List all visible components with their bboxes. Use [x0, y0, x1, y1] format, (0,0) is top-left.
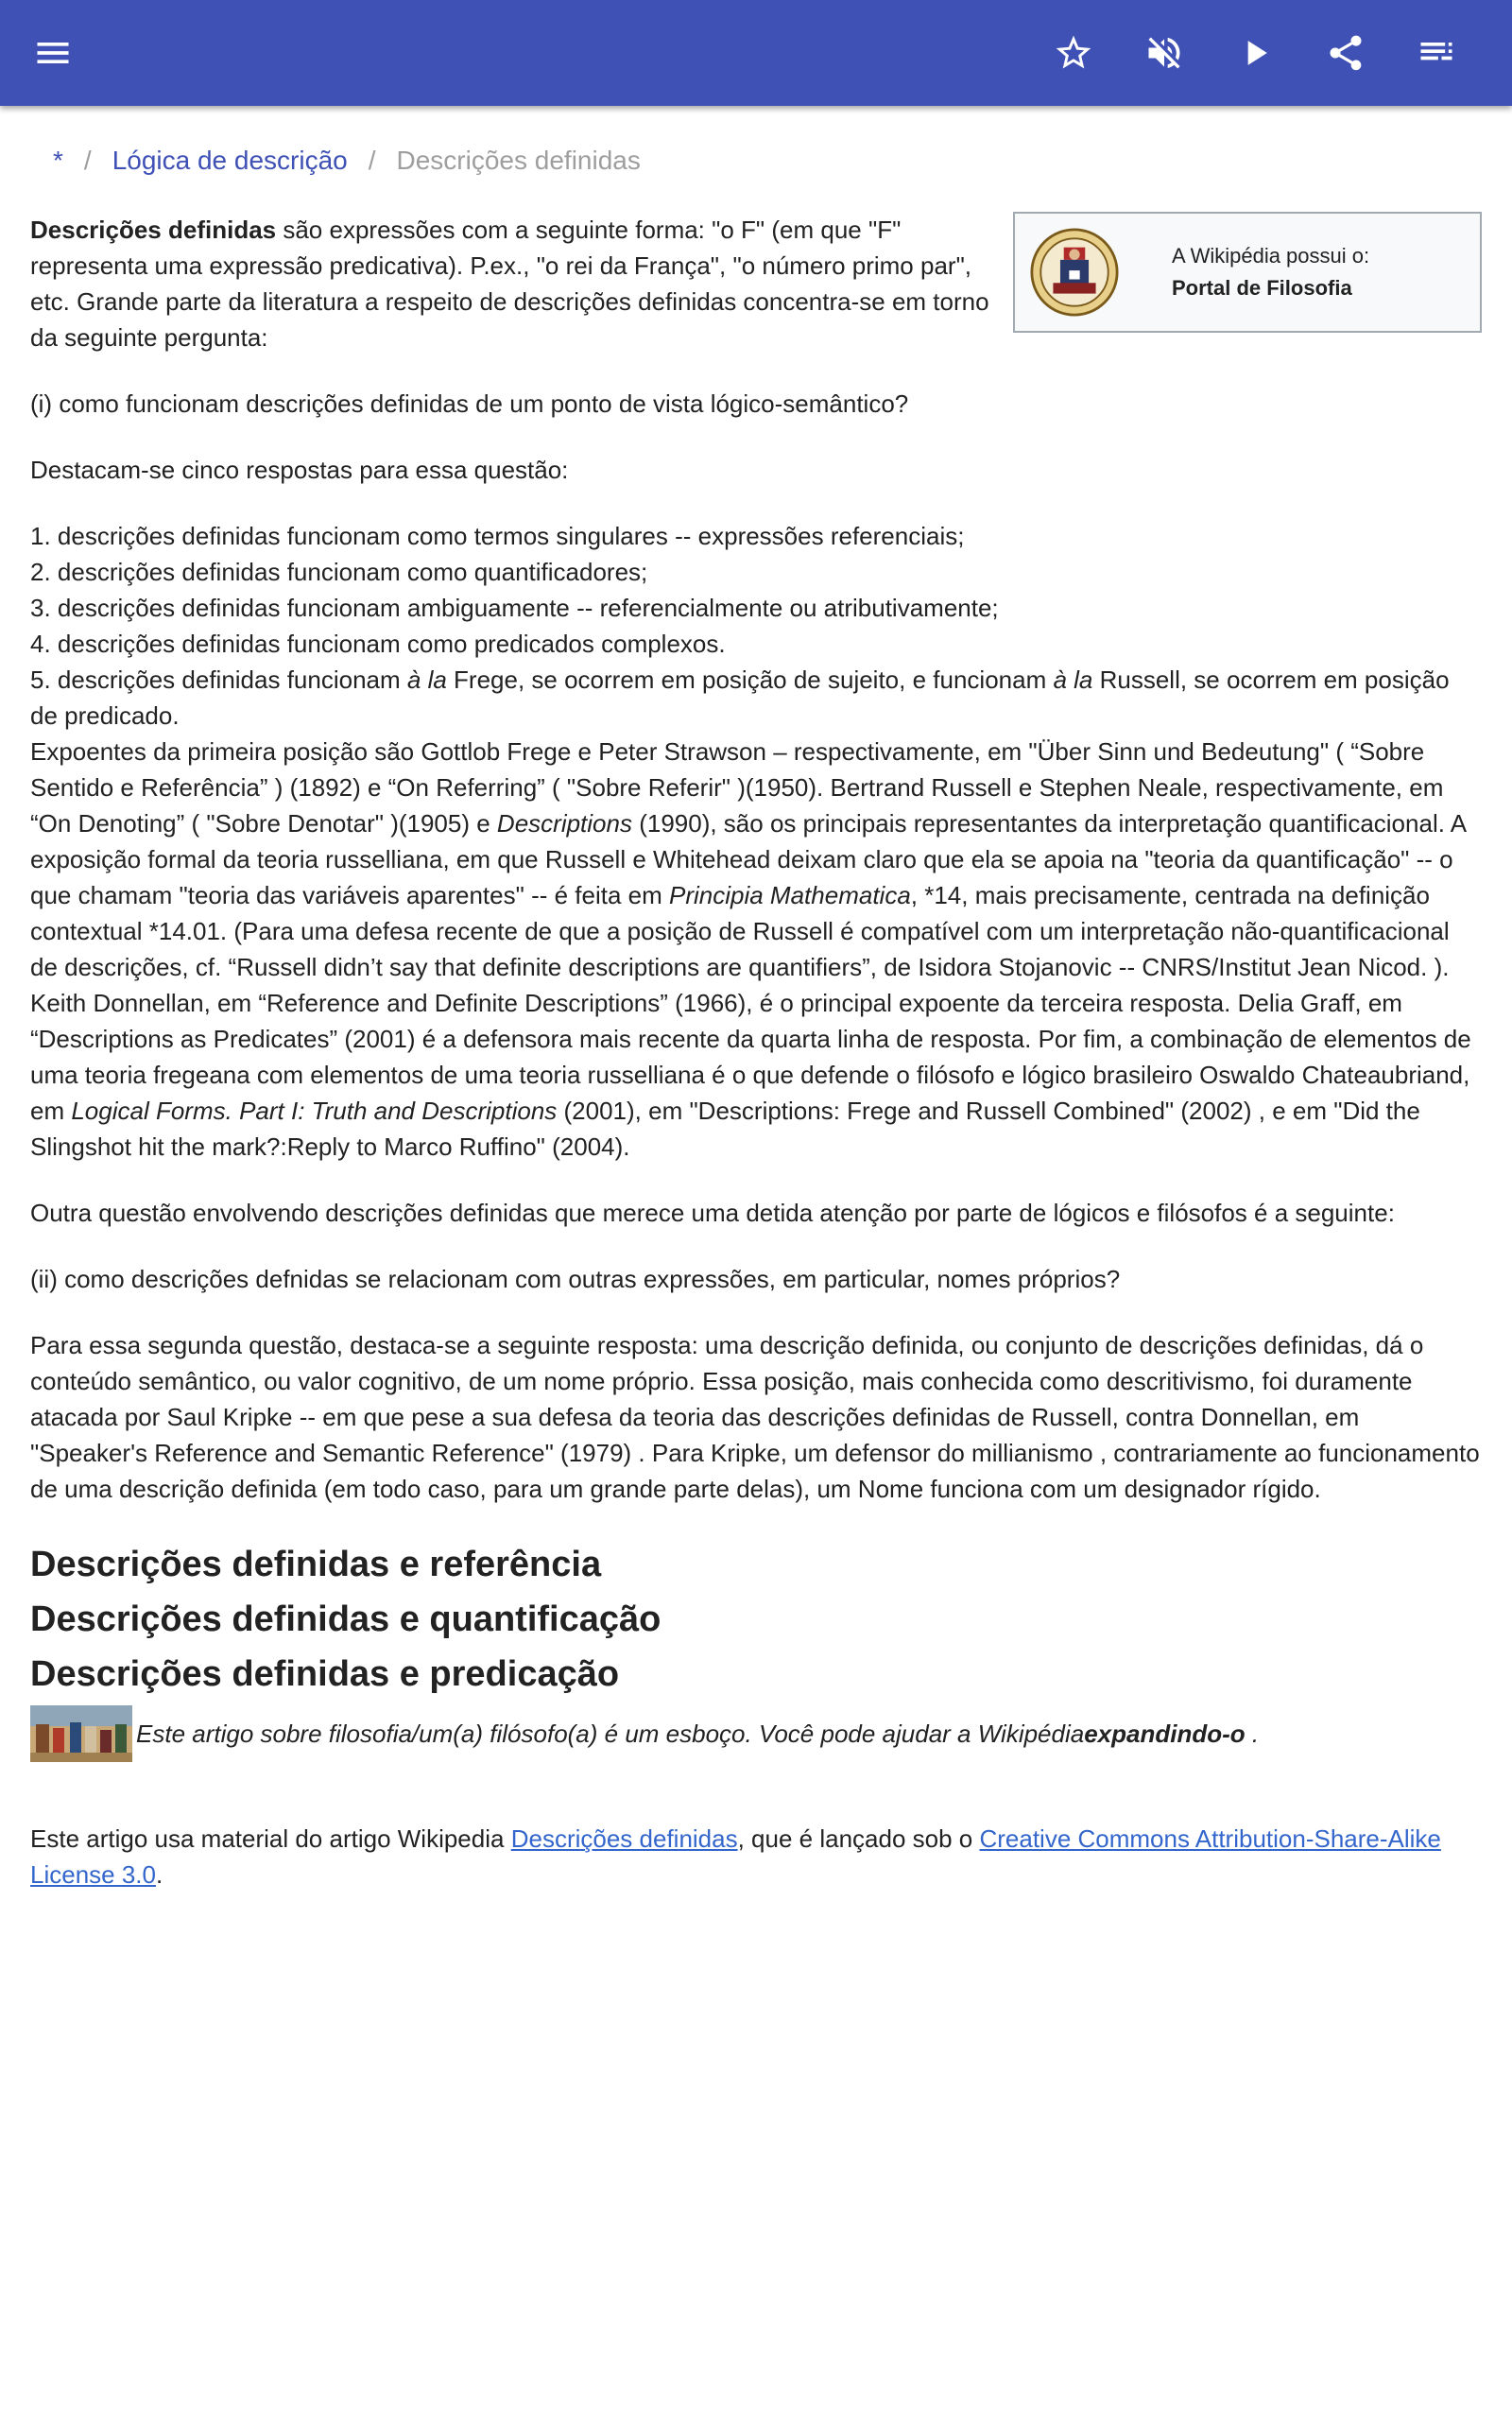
second-answer-paragraph: Para essa segunda questão, destaca-se a seguinte resposta: uma descrição definida, ou conjunto de descrições definidas, dá o conteúdo semântico, ou valor cognitivo, de um nome próprio. Essa posição, mais conhecida como descritivismo, foi duramente atacada por Saul Kripke -- em que pese a sua defesa da teoria das descrições definidas de Russell, contra Donnellan, em "Speaker's Reference and Semantic Reference" (1979) . Para Kripke, um defensor do millianismo , contrariamente ao funcionamento de uma descrição definida (em todo caso, para um grande parte delas), um Nome funciona com um designador rígido.: [30, 1331, 1480, 1503]
exponents-text: (1990), são os principais representantes da interpretação quantificacional. A exposição formal da teoria russelliana, em que Russell e Whitehead deixam claro que ela se apoia na "teoria da quantificação" -- o que chamam "teoria das variáveis aparentes" -- é feita em: [30, 809, 1466, 909]
philosophy-seal-icon: [1030, 228, 1119, 317]
breadcrumb-separator: /: [83, 146, 92, 175]
share-icon[interactable]: [1315, 23, 1376, 83]
intro-text: são expressões com a seguinte forma: "o F" (em que "F" representa uma expressão predicativa). P.ex., "o rei da França", "o número primo par", etc. Grande parte da literatura a respeito de descrições definidas concentra-se em torno da seguinte pergunta:: [30, 216, 989, 352]
article-content: [30, 142, 1482, 1923]
license-link[interactable]: Creative Commons Attribution-Share-Alike License 3.0: [30, 1824, 1441, 1889]
philosophers-painting-icon: [30, 1705, 132, 1762]
breadcrumb-home[interactable]: *: [53, 146, 63, 175]
license-paragraph: [30, 1821, 1482, 1893]
section-heading-quantification: Descrições definidas e quantificação: [30, 1599, 662, 1639]
stub-text: Este artigo sobre filosofia/um(a) filósofo(a) é um esboço. Você pode ajudar a Wikipédia: [136, 1720, 1085, 1748]
playlist-icon[interactable]: [1406, 23, 1467, 83]
answer-5-text: Frege, se ocorrem em posição de sujeito, e funcionam: [446, 666, 1054, 694]
intro-term: Descrições definidas: [30, 216, 277, 244]
stub-end: .: [1245, 1720, 1260, 1748]
answer-5-text: Russell, se ocorrem em posição de predicado.: [30, 666, 1450, 730]
infobox-line: A Wikipédia possui o:: [1172, 244, 1370, 268]
answer-3: 3. descrições definidas funcionam ambiguamente -- referencialmente ou atributivamente;: [30, 594, 999, 622]
other-question-paragraph: Outra questão envolvendo descrições definidas que merece uma detida atenção por parte de lógicos e filósofos é a seguinte:: [30, 1199, 1395, 1227]
portal-infobox[interactable]: [1013, 212, 1482, 333]
infobox-text: [1172, 240, 1369, 304]
breadcrumb: [53, 142, 1482, 180]
exponents-italic: Principia Mathematica: [669, 881, 911, 909]
section-heading-reference: Descrições definidas e referência: [30, 1545, 602, 1584]
answer-2: 2. descrições definidas funcionam como quantificadores;: [30, 558, 648, 586]
answer-5-italic: à la: [1053, 666, 1093, 694]
breadcrumb-parent[interactable]: Lógica de descrição: [112, 146, 348, 175]
source-article-link[interactable]: Descrições definidas: [510, 1824, 738, 1853]
answer-5: [30, 666, 1450, 730]
section-heading-predication: Descrições definidas e predicação: [30, 1654, 620, 1694]
license-text: .: [155, 1860, 163, 1889]
exponents-text: (2001), em "Descriptions: Frege and Russell Combined" (2002) , e em "Did the Slingshot hit the mark?:Reply to Marco Ruffino" (2004).: [30, 1097, 1420, 1161]
volume-off-icon[interactable]: [1134, 23, 1194, 83]
license-text: , que é lançado sob o: [737, 1824, 980, 1853]
answers-lead: Destacam-se cinco respostas para essa questão:: [30, 456, 569, 484]
exponents-text: , *14, mais precisamente, centrada na definição contextual *14.01. (Para uma defesa recente de que a posição de Russell é compatível com um interpretação não-quantificacional de descrições, cf. “Russell didn’t say that definite descriptions are quantifiers”, de Isidora Stojanovic -- CNRS/Institut Jean Nicod. ). Keith Donnellan, em “Reference and Definite Descriptions” (1966), é o principal expoente da terceira resposta. Delia Graff, em “Descriptions as Predicates” (2001) é a defensora mais recente da quarta linha de resposta. Por fim, a combinação de elementos de uma teoria fregeana com elementos de uma teoria russelliana é o que defende o filósofo e lógico brasileiro Oswaldo Chateaubriand, em: [30, 881, 1471, 1125]
star-outline-icon[interactable]: [1043, 23, 1104, 83]
exponents-paragraph: [30, 734, 1482, 1165]
license-text: Este artigo usa material do artigo Wikipedia: [30, 1824, 511, 1853]
play-icon[interactable]: [1225, 23, 1285, 83]
answers-list: [30, 518, 1482, 734]
question-2: (ii) como descrições defnidas se relacionam com outras expressões, em particular, nomes próprios?: [30, 1265, 1121, 1293]
breadcrumb-separator: /: [368, 146, 376, 175]
exponents-text: Expoentes da primeira posição são Gottlob Frege e Peter Strawson – respectivamente, em "Über Sinn und Bedeutung" ( “Sobre Sentido e Referência” ) (1892) e “On Referring” ( "Sobre Referir" )(1950). Bertrand Russell e Stephen Neale, respectivamente, em “On Denoting” ( "Sobre Denotar" )(1905) e: [30, 737, 1444, 838]
stub-notice: [30, 1705, 1482, 1762]
portal-link[interactable]: Portal de Filosofia: [1172, 276, 1352, 300]
exponents-italic: Logical Forms. Part I: Truth and Descriptions: [71, 1097, 558, 1125]
menu-icon[interactable]: [23, 23, 83, 83]
answer-1: 1. descrições definidas funcionam como termos singulares -- expressões referenciais;: [30, 522, 965, 550]
stub-expand-link[interactable]: expandindo-o: [1084, 1720, 1246, 1748]
answer-5-italic: à la: [406, 666, 447, 694]
exponents-italic: Descriptions: [496, 809, 632, 838]
question-1: (i) como funcionam descrições definidas de um ponto de vista lógico-semântico?: [30, 389, 909, 418]
breadcrumb-current: Descrições definidas: [396, 146, 641, 175]
app-bar: [0, 0, 1512, 106]
answer-4: 4. descrições definidas funcionam como predicados complexos.: [30, 630, 726, 658]
answer-5-text: 5. descrições definidas funcionam: [30, 666, 407, 694]
